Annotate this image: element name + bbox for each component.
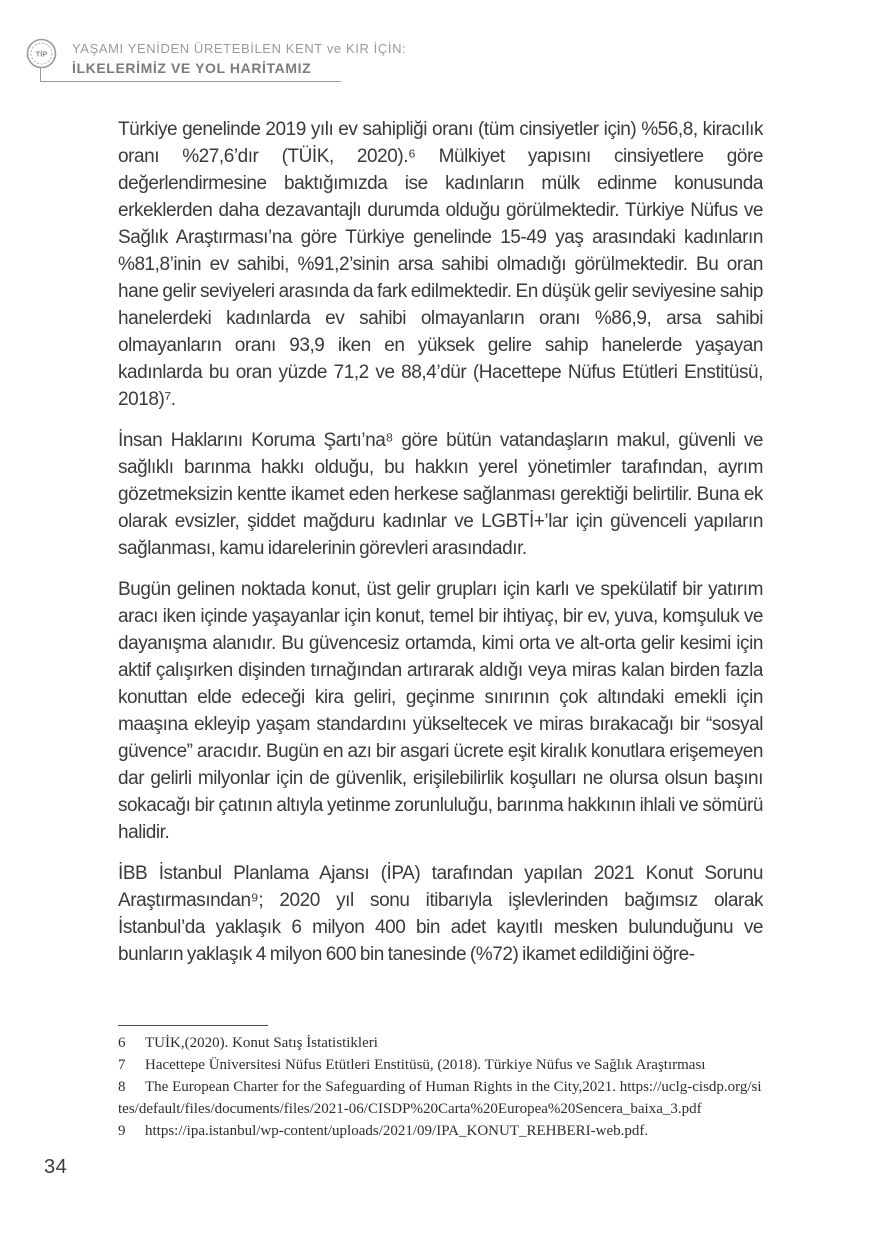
footnote-number: 9 xyxy=(118,1123,126,1139)
footnote-number: 8 xyxy=(118,1079,126,1095)
footnote-item xyxy=(118,1076,764,1120)
footnote-number: 6 xyxy=(118,1035,126,1051)
footnote-item xyxy=(118,1054,764,1076)
paragraph: İBB İstanbul Planlama Ajansı (İPA) tarafından yapılan 2021 Konut Sorunu Araştırmasından⁹; 2020 yıl sonu itibarıyla işlevlerinden bağımsız olarak İstanbul’da yaklaşık 6 milyon 400 bin adet kayıtlı mesken bulunduğunu ve bunların yaklaşık 4 milyon 600 bin tanesinde (%72) ikamet edildiğini öğre- xyxy=(118,863,763,965)
header-title: İLKELERİMİZ VE YOL HARİTAMIZ xyxy=(72,60,312,76)
footnote-separator xyxy=(118,1025,268,1026)
party-logo xyxy=(26,38,57,69)
body-text-column xyxy=(118,116,763,1028)
footnotes-section xyxy=(118,1025,764,1142)
footnotes-list xyxy=(118,1032,764,1142)
footnote-text: The European Charter for the Safeguarding of Human Rights in the City,2021. https://uclg-cisdp.org/sites/default/files/documents/files/2021-06/CISDP%20Carta%20Europea%20Sencera_baixa_3.pdf xyxy=(118,1079,762,1117)
paragraph: İnsan Haklarını Koruma Şartı’na⁸ göre bütün vatandaşların makul, güvenli ve sağlıklı barınma hakkı olduğu, bu hakkın yerel yönetimler tarafından, ayrım gözetmeksizin kentte ikamet eden herkese sağlanması gerektiği belirtilir. Buna ek olarak evsizler, şiddet mağduru kadınlar ve LGBTİ+’lar için güvenceli yapıların sağlanması, kamu idarelerinin görevleri arasındadır. xyxy=(118,430,763,559)
page-header xyxy=(26,0,407,90)
paragraphs xyxy=(118,116,763,968)
footnote-item xyxy=(118,1120,764,1142)
footnote-text: Hacettepe Üniversitesi Nüfus Etütleri Enstitüsü, (2018). Türkiye Nüfus ve Sağlık Araştırması xyxy=(145,1057,706,1073)
paragraph: Bugün gelinen noktada konut, üst gelir grupları için karlı ve spekülatif bir yatırım aracı iken içinde yaşayanlar için konut, temel bir ihtiyaç, bir ev, yuva, komşuluk ve dayanışma alanıdır. Bu güvencesiz ortamda, kimi orta ve alt-orta gelir kesimi için aktif çalışırken dişinden tırnağından artırarak aldığı veya miras kalan birden fazla konuttan elde edeceği kira geliri, geçinme sınırının çok altındaki emekli için maaşına ekleyip yaşam standardını yükseltecek ve miras bırakacağı bir “sosyal güvence” aracıdır. Bugün en azı bir asgari ücrete eşit kiralık konutlara erişemeyen dar gelirli milyonlar için de güvenlik, erişilebilirlik koşulları ne olursa olsun başını sokacağı bir çatının altıyla yetinme zorunluluğu, barınma hakkının ihlali ve sömürü halidir. xyxy=(118,579,763,843)
page-number: 34 xyxy=(44,1156,68,1178)
svg-text:TİP: TİP xyxy=(35,49,48,59)
footnote-text: TUİK,(2020). Konut Satış İstatistikleri xyxy=(145,1035,378,1051)
footnote-number: 7 xyxy=(118,1057,126,1073)
header-title-block xyxy=(72,41,407,76)
footnote-text: https://ipa.istanbul/wp-content/uploads/2021/09/IPA_KONUT_REHBERI-web.pdf. xyxy=(145,1123,649,1139)
header-rule xyxy=(40,81,341,82)
header-connector-line xyxy=(40,67,41,82)
footnote-item xyxy=(118,1032,764,1054)
paragraph: Türkiye genelinde 2019 yılı ev sahipliği oranı (tüm cinsiyetler için) %56,8, kiracılık oranı %27,6’dır (TÜİK, 2020).⁶ Mülkiyet yapısını cinsiyetlere göre değerlendirmesine baktığımızda ise kadınların mülk edinme konusunda erkeklerden daha dezavantajlı durumda olduğu görülmektedir. Türkiye Nüfus ve Sağlık Araştırması’na göre Türkiye genelinde 15-49 yaş arasındaki kadınların %81,8’inin ev sahibi, %91,2’sinin arsa sahibi olmadığı görülmektedir. Bu oran hane gelir seviyeleri arasında da fark edilmektedir. En düşük gelir seviyesine sahip hanelerdeki kadınlarda ev sahibi olmayanların oranı %86,9, arsa sahibi olmayanların oranı 93,9 iken en yüksek gelire sahip hanelerde yaşayan kadınlarda bu oran yüzde 71,2 ve 88,4’dür (Hacettepe Nüfus Etütleri Enstitüsü, 2018)⁷. xyxy=(118,119,763,410)
header-subtitle: YAŞAMI YENİDEN ÜRETEBİLEN KENT ve KIR İÇİN: xyxy=(72,41,407,56)
tip-logo-icon xyxy=(26,38,57,69)
